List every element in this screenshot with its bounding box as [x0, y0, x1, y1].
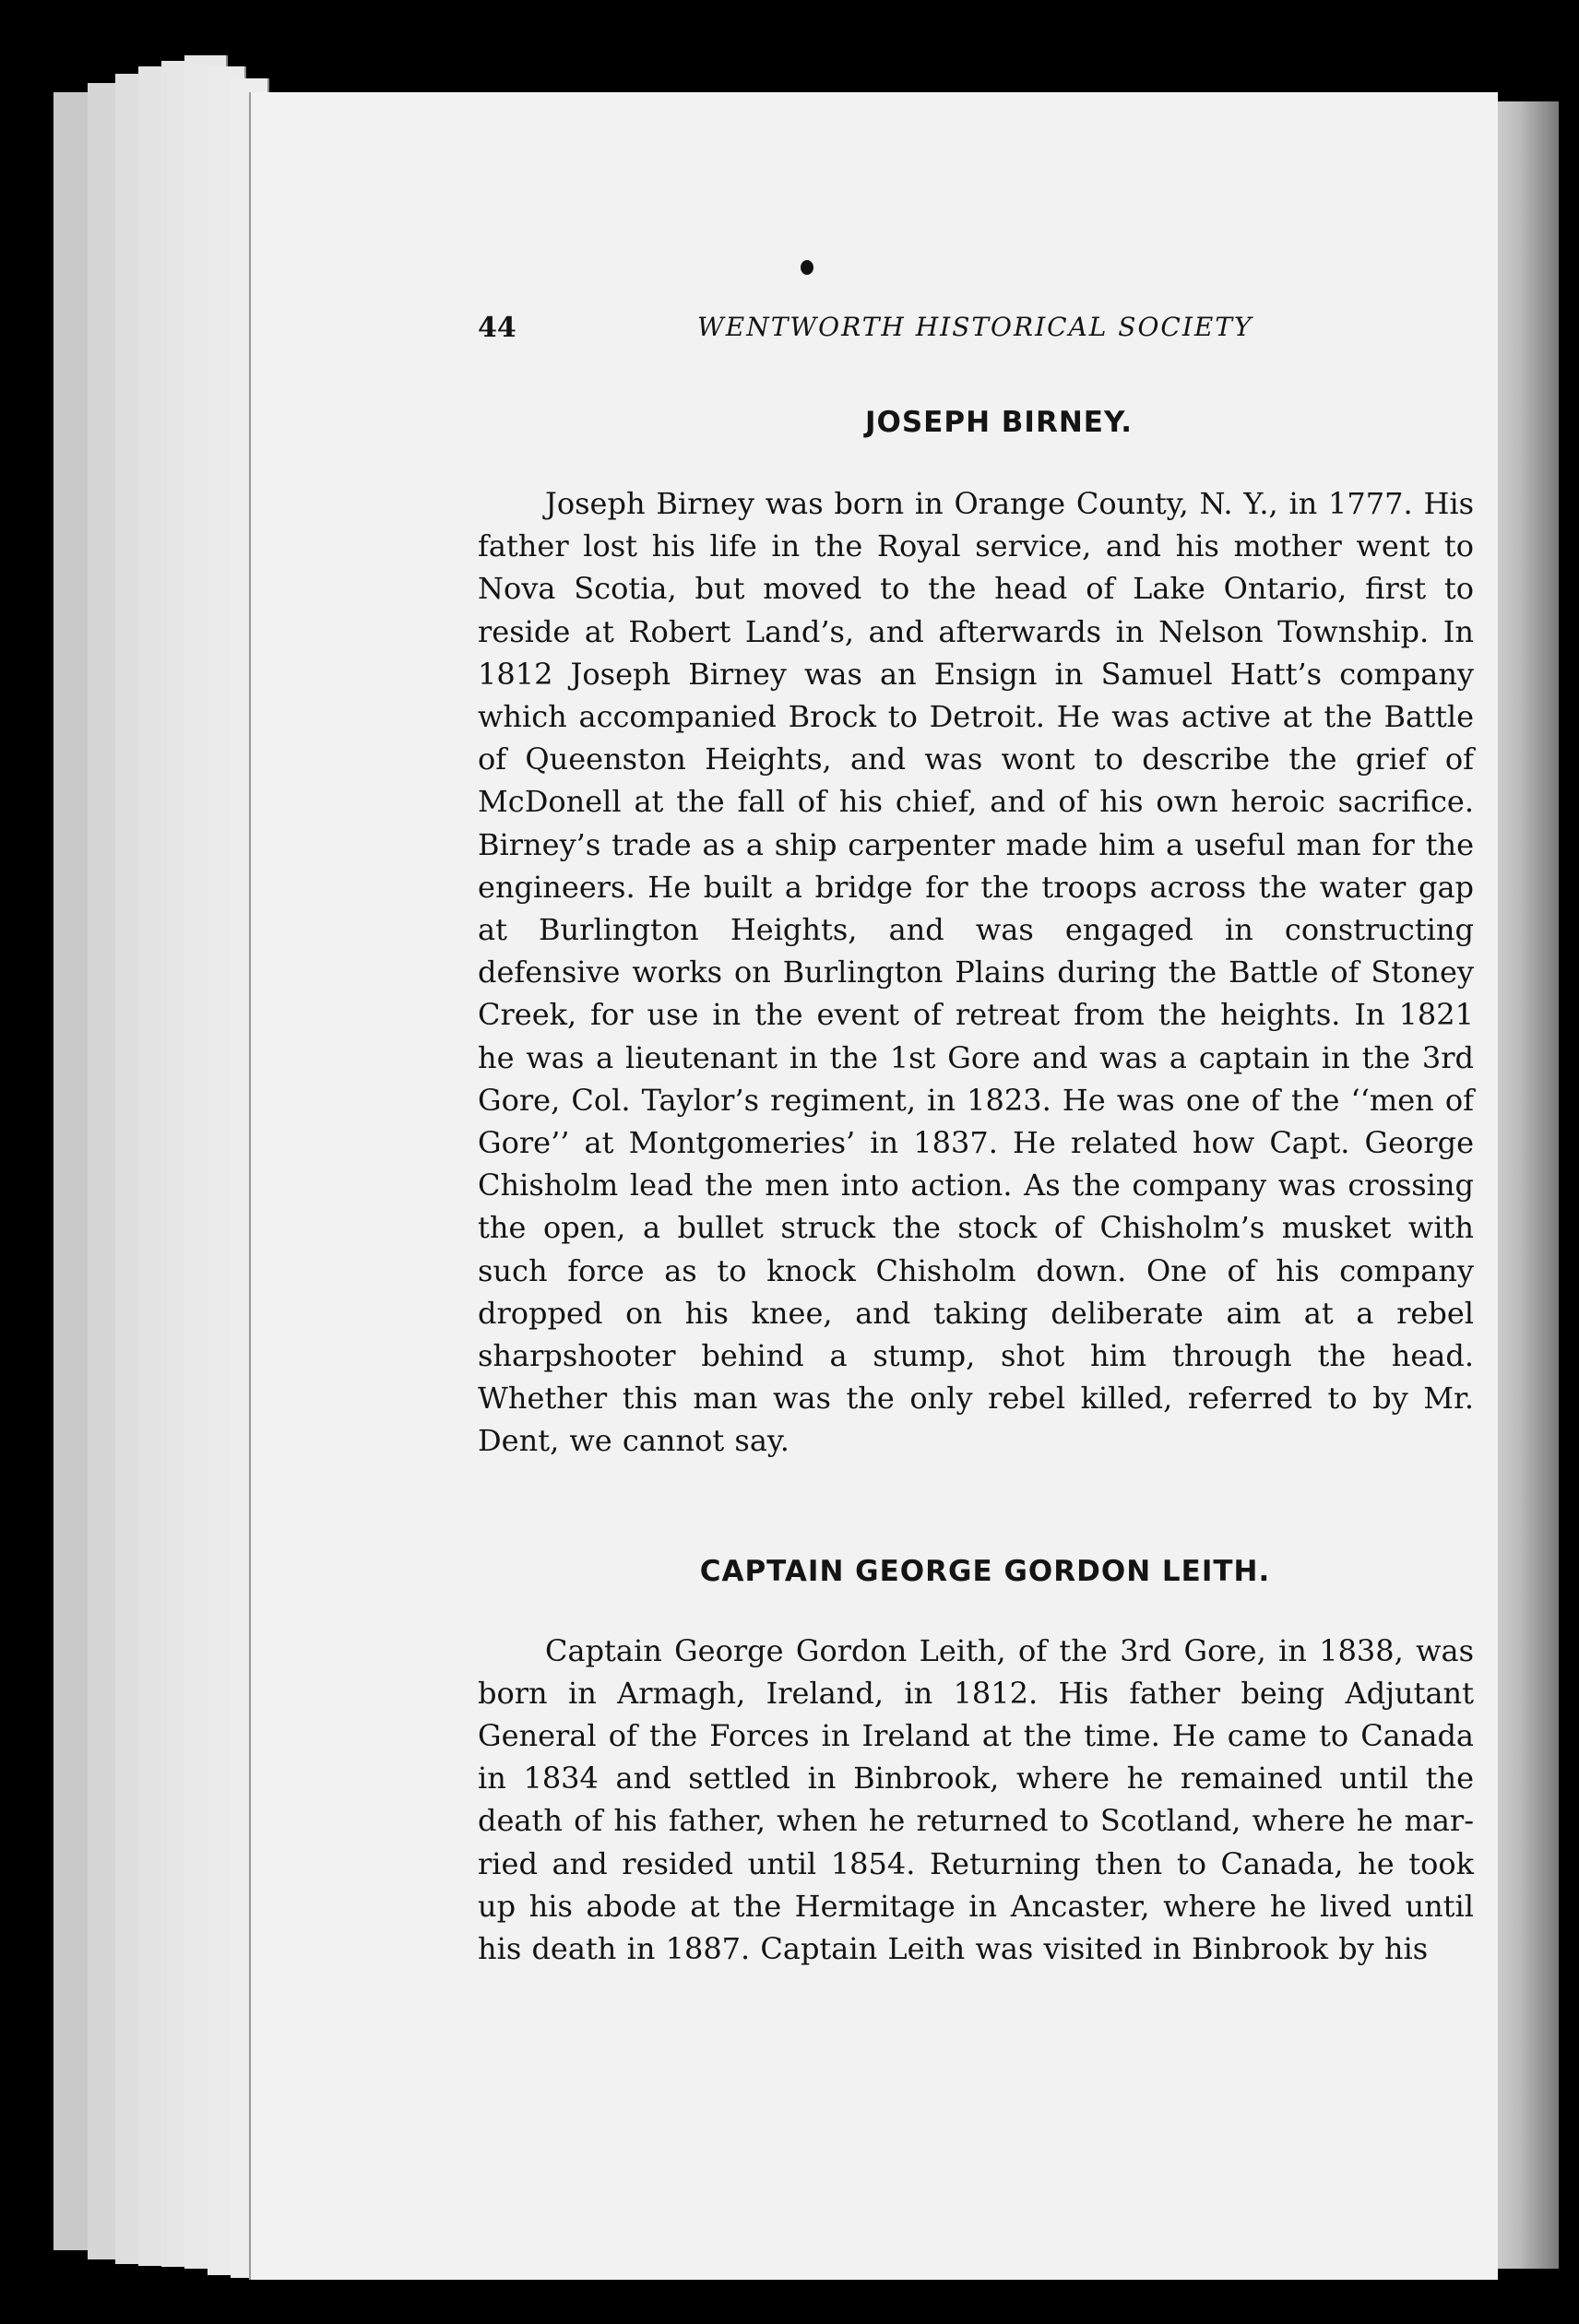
page-content: [478, 304, 1474, 1970]
running-header: [478, 304, 1474, 350]
running-title: WENTWORTH HISTORICAL SOCIETY: [697, 312, 1253, 342]
paragraph-george-gordon-leith: Captain George Gordon Leith, of the 3rd Gore, in 1838, was born in Armagh, Ireland, in 1812. His father being Adjutant General of the Forces in Ireland at the time. He came to Canada in 1834 and settled in Binbrook, where he remained until the death of his father, when he returned to Scotland, where he married and resided until 1854. Returning then to Canada, he took up his abode at the Hermitage in Ancaster, where he lived until his death in 1887. Captain Leith was visited in Binbrook by his: [478, 1632, 1474, 1967]
section-title-george-gordon-leith: CAPTAIN GEORGE GORDON LEITH.: [699, 1554, 1271, 1588]
section-title-joseph-birney: JOSEPH BIRNEY.: [864, 406, 1134, 439]
page-number: 44: [478, 312, 516, 344]
ink-dot: [801, 260, 813, 275]
paragraph-joseph-birney: Joseph Birney was born in Orange County, N. Y., in 1777. His father lost his life in the Royal service, and his mother went to Nova Scotia, but moved to the head of Lake Ontario, first to reside at Robert Land’s, and afterwards in Nelson Township. In 1812 Joseph Birney was an Ensign in Samuel Hatt’s company which accompanied Brock to Detroit. He was active at the Battle of Queenston Heights, and was wont to describe the grief of McDonell at the fall of his chief, and of his own heroic sacrifice. Birney’s trade as a ship carpenter made him a useful man for the engineers. He built a bridge for the troops across the water gap at Burlington Heights, and was engaged in constructing defensive works on Burlington Plains during the Battle of Stoney Creek, for use in the event of retreat from the heights. In 1821 he was a lieutenant in the 1st Gore and was a captain in the 3rd Gore, Col. Taylor’s regiment, in 1823. He was one of the ‘‘men of Gore’’ at Montgomeries’ in 1837. He related how Capt. George Chisholm lead the men into action. As the company was crossing the open, a bullet struck the stock of Chisholm’s musket with such force as to knock Chisholm down. One of his company dropped on his knee, and taking deliberate aim at a rebel sharpshooter behind a stump, shot him through the head. Whether this man was the only rebel killed, referred to by Mr. Dent, we cannot say.: [478, 486, 1474, 1459]
